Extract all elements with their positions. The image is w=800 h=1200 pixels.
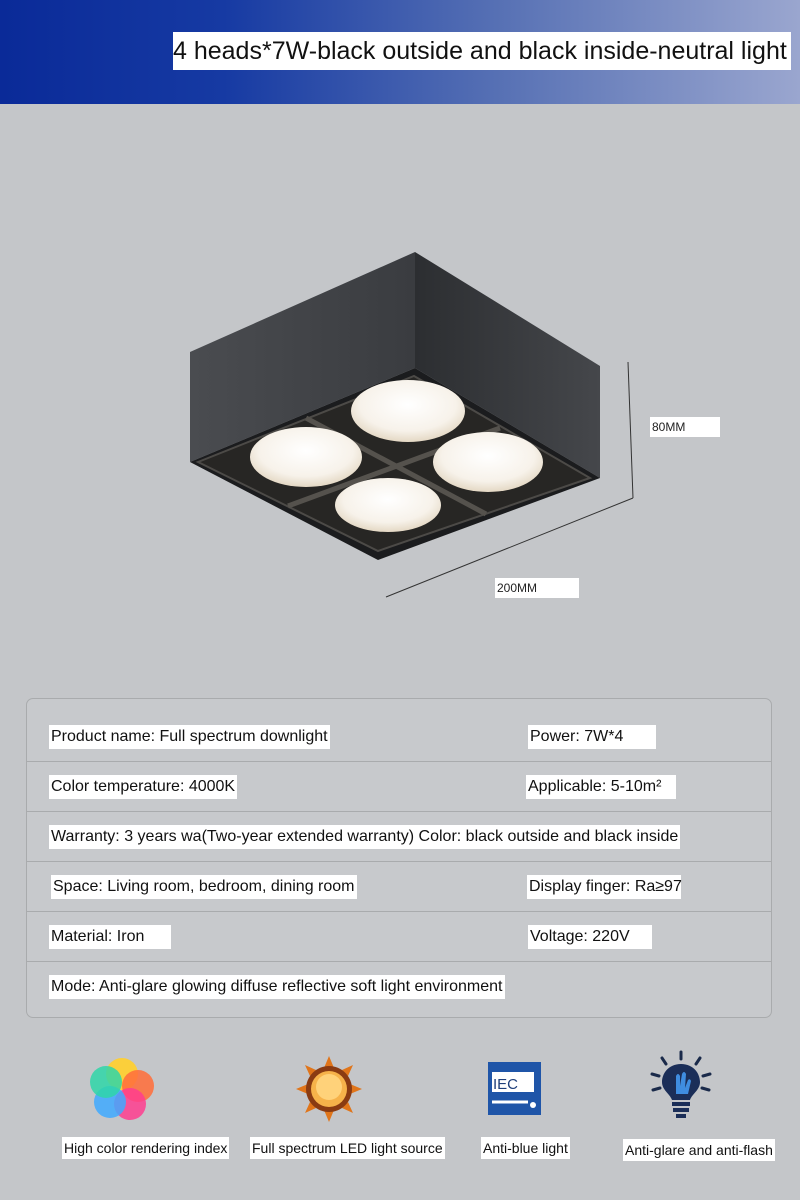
spec-row [27, 862, 772, 912]
spec-space: Space: Living room, bedroom, dining room [51, 875, 357, 899]
spec-row [27, 812, 772, 862]
spec-table [26, 698, 772, 1018]
spec-product-name: Product name: Full spectrum downlight [49, 725, 330, 749]
spec-warranty-color: Warranty: 3 years wa(Two-year extended warranty) Color: black outside and black inside [49, 825, 680, 849]
spec-mode: Mode: Anti-glare glowing diffuse reflective soft light environment [49, 975, 505, 999]
width-dimension-label: 200MM [495, 578, 579, 598]
spec-row [27, 912, 772, 962]
hand-bulb-icon [648, 1050, 714, 1120]
spec-voltage: Voltage: 220V [528, 925, 652, 949]
spec-applicable: Applicable: 5-10m² [526, 775, 676, 799]
spec-color-temperature: Color temperature: 4000K [49, 775, 237, 799]
sun-icon [296, 1056, 362, 1122]
spec-row [27, 712, 772, 762]
product-image [0, 104, 800, 684]
spec-material: Material: Iron [49, 925, 171, 949]
led-lens-right [433, 432, 543, 492]
led-lens-top [351, 380, 465, 442]
led-lens-bottom [335, 478, 441, 532]
height-dimension-label: 80MM [650, 417, 720, 437]
downlight-fixture-drawing [0, 104, 800, 684]
height-dimension-line [628, 362, 633, 498]
spec-display-finger: Display finger: Ra≥97 [527, 875, 681, 899]
iec-text: IEC [493, 1076, 519, 1093]
led-lens-left [250, 427, 362, 487]
feature-icons-section [0, 1040, 800, 1200]
feature-label: Anti-glare and anti-flash [623, 1139, 775, 1161]
feature-label: Full spectrum LED light source [250, 1137, 445, 1159]
color-wheel-icon [88, 1054, 156, 1122]
spec-row [27, 962, 772, 1012]
spec-power: Power: 7W*4 [528, 725, 656, 749]
feature-label: Anti-blue light [481, 1137, 570, 1159]
header-banner [0, 0, 800, 104]
spec-row [27, 762, 772, 812]
page-title: 4 heads*7W-black outside and black inside-neutral light [173, 32, 791, 70]
feature-label: High color rendering index [62, 1137, 229, 1159]
